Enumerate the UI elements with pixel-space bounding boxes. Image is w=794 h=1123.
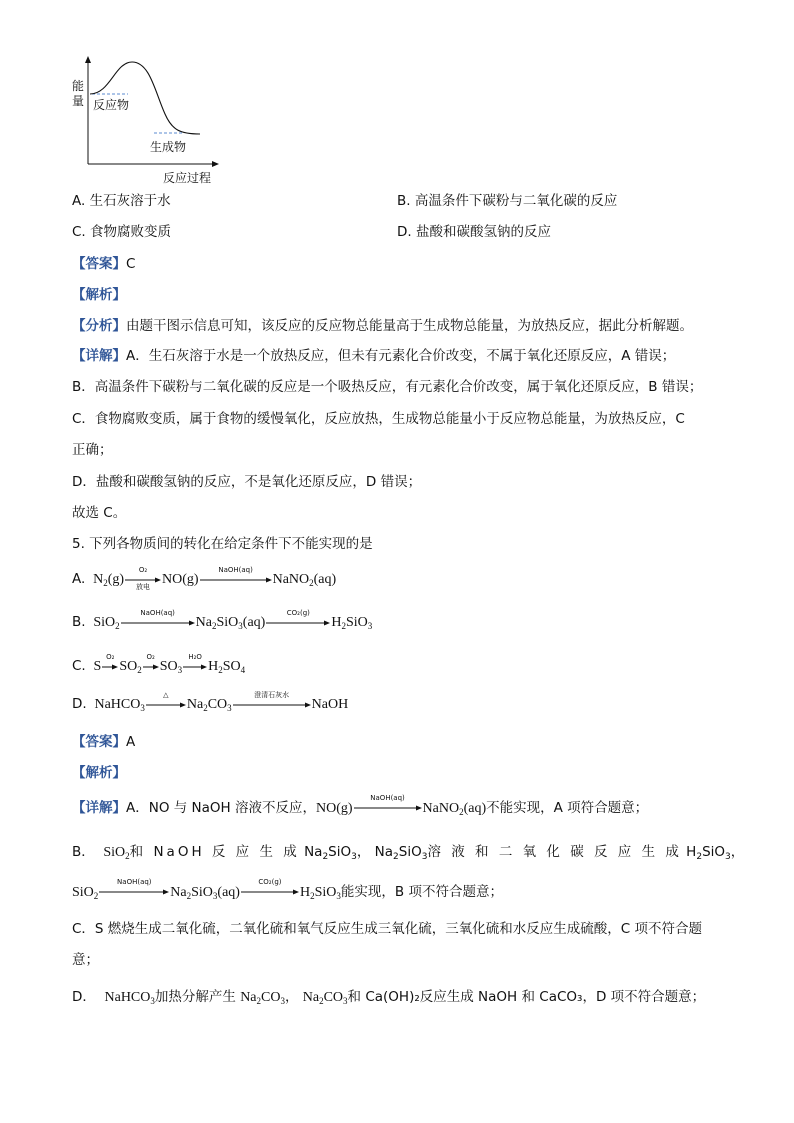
q4-xiangjie-d: D．盐酸和碳酸氢钠的反应，不是氧化还原反应，D 错误；: [72, 474, 422, 490]
nano2-formula: NaNO$_2$(aq): [422, 801, 487, 817]
arrow-top: NaOH(aq): [218, 565, 253, 574]
na2co3-formula: $Na_2CO_3$: [240, 990, 285, 1006]
d-b: ，: [284, 989, 299, 1005]
arrow-top: NaOH(aq): [117, 878, 152, 886]
q5-a-label: A.: [72, 571, 86, 587]
h2sio3-formula: $H_2SiO_3$: [331, 615, 373, 631]
x-axis-label: 反应过程: [163, 171, 212, 185]
y-axis-label-2: 量: [72, 94, 85, 108]
d-c: 和 Ca(OH)₂反应生成 NaOH 和 CaCO₃，D 项不符合题意；: [347, 989, 706, 1005]
q5-option-b: [72, 608, 373, 631]
q5-xiangjie-b-line1: [72, 844, 745, 862]
sio2-formula: SiO$_2$: [72, 885, 99, 901]
q4-option-d: D. 盐酸和碳酸氢钠的反应: [397, 224, 551, 240]
y-axis-label-1: 能: [72, 79, 85, 93]
arrow-naoh-b: [121, 608, 195, 629]
q4-option-b: B. 高温条件下碳粉与二氧化碳的反应: [397, 193, 618, 209]
q4-xiangjie-c2: 正确；: [72, 442, 113, 458]
q4-conclusion: 故选 C。: [72, 505, 127, 521]
na2co3-formula: $Na_2CO_3$: [302, 990, 348, 1006]
q4-xiangjie-c1: C．食物腐败变质，属于食物的缓慢氧化，反应放热，生成物总能量小于反应物总能量，为放热反应，C: [72, 411, 685, 427]
answer-value: A: [126, 734, 136, 750]
arrow-naoh-b2: [99, 878, 169, 898]
q4-xiangjie-b: B．高温条件下碳粉与二氧化碳的反应是一个吸热反应，有元素化合价改变，属于氧化还原反应，B 错误；: [72, 379, 703, 395]
arrow-top: O₂: [146, 652, 155, 661]
q4-option-a: A. 生石灰溶于水: [72, 193, 171, 209]
q4-fenxi: [72, 320, 693, 334]
q5-d-label: D.: [72, 696, 87, 712]
q5-xiangjie-a: [72, 794, 649, 817]
arrow-top: 澄清石灰水: [254, 690, 290, 699]
arrow-top: NaOH(aq): [140, 608, 175, 617]
fenxi-text: 由题干图示信息可知，该反应的反应物总能量高于生成物总能量，为放热反应，据此分析解题。: [126, 318, 693, 334]
naoh-formula: NaOH: [311, 697, 349, 712]
b-c: 溶 液 和 二 氧 化 碳 反 应 生 成: [427, 844, 682, 860]
na2co3-formula: $Na_2CO_3$: [186, 697, 232, 713]
h2sio3-formula: $H_2SiO_3$: [299, 885, 341, 901]
q5-answer: [72, 736, 135, 750]
arrow-co2-b2: [241, 878, 299, 898]
arrow-naoh-detail: [354, 794, 422, 814]
na2sio3-formula: $Na_2SiO_3$: [304, 844, 357, 862]
q5-xiangjie-c2: 意；: [72, 952, 99, 968]
q5-stem: 5. 下列各物质间的转化在给定条件下不能实现的是: [72, 536, 373, 552]
q5-c-label: C.: [72, 658, 86, 674]
answer-label: 【答案】: [72, 256, 126, 272]
q4-analysis-label: 【解析】: [72, 287, 126, 303]
arrow-o2-c1: [102, 652, 118, 673]
arrow-top: O₂: [106, 652, 115, 661]
d-pre: D．: [72, 989, 96, 1005]
q5-option-c: [72, 652, 246, 675]
q5-b-label: B.: [72, 614, 86, 630]
b-pre: B．: [72, 844, 95, 860]
arrow-top: CO₂(g): [286, 608, 310, 617]
b-d: ，: [730, 844, 745, 860]
arrow-o2-discharge: [125, 565, 161, 591]
answer-label: 【答案】: [72, 734, 126, 750]
nahco3-formula: NaHCO$_3$: [90, 697, 145, 713]
reactants-label: 反应物: [93, 98, 130, 112]
na2sio3-formula: $Na_2SiO_3(aq)$: [170, 885, 240, 901]
h2sio3-formula: $H_2SiO_3$: [686, 844, 731, 862]
arrow-top: CO₂(g): [258, 878, 282, 886]
q5-xiangjie-d: [72, 991, 705, 1005]
q4-xiangjie-a: [72, 350, 675, 364]
q5-option-d: [72, 690, 349, 713]
q5-xiangjie-c1: C．S 燃烧生成二氧化硫，二氧化硫和氧气反应生成三氧化硫，三氧化硫和水反应生成硫酸，C 项不符合题: [72, 921, 703, 937]
arrow-top: H₂O: [188, 652, 202, 661]
arrow-top: NaOH(aq): [370, 794, 405, 802]
arrow-heat-d: [146, 690, 186, 711]
arrow-co2-b: [266, 608, 330, 629]
xiangjie-label: 【详解】: [72, 800, 126, 816]
nahco3-formula: NaHCO$_3$: [104, 990, 155, 1006]
q4-option-c: C. 食物腐败变质: [72, 224, 172, 240]
b-a: 和 NaOH 反 应 生 成: [129, 844, 300, 860]
xiangjie-label: 【详解】: [72, 348, 126, 364]
fenxi-label: 【分析】: [72, 318, 126, 334]
nano2-formula: NaNO$_2$(aq): [272, 572, 337, 588]
no-formula: NO(g): [162, 572, 199, 587]
q5-analysis-label: 【解析】: [72, 765, 126, 781]
b-line2-post: 能实现，B 项不符合题意；: [340, 884, 503, 900]
so3-formula: $SO_3$: [159, 659, 183, 675]
na2sio3-formula: $Na_2SiO_3$: [374, 844, 428, 862]
q4-answer: [72, 258, 135, 272]
products-label: 生成物: [150, 140, 187, 154]
sio2-formula: SiO$_2$: [103, 845, 130, 861]
energy-diagram: [70, 52, 230, 187]
na2sio3-formula: $Na_2SiO_3(aq)$: [195, 615, 266, 631]
arrow-bottom: 放电: [136, 582, 151, 591]
s-formula: S: [90, 659, 102, 674]
so2-formula: $SO_2$: [119, 659, 142, 675]
answer-value: C: [126, 256, 136, 272]
arrow-naoh: [200, 565, 272, 586]
h2so4-formula: $H_2SO_4$: [208, 659, 246, 675]
b-b: ，: [356, 844, 371, 860]
arrow-top: △: [163, 690, 169, 699]
q5-xiangjie-b-line2: [72, 878, 503, 901]
arrow-h2o-c: [183, 652, 207, 673]
arrow-limewater-d: [233, 690, 311, 711]
xiangjie-a-pre: A．NO 与 NaOH 溶液不反应，: [126, 800, 316, 816]
sio2-formula: SiO$_2$: [89, 615, 120, 631]
n2-formula: $N_2(g)$: [89, 572, 125, 588]
d-a: 加热分解产生: [154, 989, 236, 1005]
arrow-top: O₂: [138, 565, 148, 574]
q5-option-a: [72, 565, 337, 591]
no-formula: NO(g): [315, 801, 353, 816]
xiangjie-a-post: 不能实现，A 项符合题意；: [486, 800, 649, 816]
arrow-o2-c2: [143, 652, 159, 673]
xiangjie-a-text: A．生石灰溶于水是一个放热反应，但未有元素化合价改变，不属于氧化还原反应，A 错误；: [126, 348, 676, 364]
